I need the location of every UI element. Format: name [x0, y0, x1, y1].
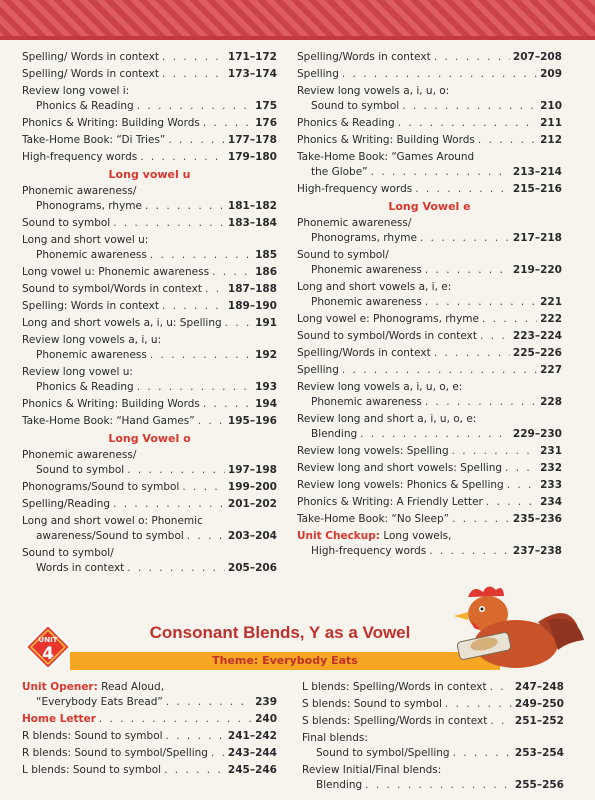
entry-label: Phonemic awareness/ — [297, 217, 412, 229]
entry-pages: 209 — [540, 68, 562, 80]
toc-entry — [297, 329, 562, 344]
entry-pages: 211 — [540, 117, 562, 129]
toc-entry — [297, 248, 562, 278]
entry-pages: 237–238 — [512, 545, 562, 557]
dot-leader — [480, 329, 510, 344]
dot-leader — [150, 248, 252, 263]
entry-label-continued: Sound to symbol — [311, 100, 400, 112]
dot-leader — [365, 778, 512, 793]
entry-continuation — [297, 263, 562, 278]
entry-label: Phonics & Reading — [297, 117, 395, 129]
toc-entry — [22, 50, 277, 65]
entry-label: Long vowel e: Phonograms, rhyme — [297, 313, 479, 325]
entry-label: L blends: Spelling/Words in context — [302, 681, 487, 693]
toc-entry — [302, 763, 564, 793]
entry-label: Take-Home Book: “Hand Games” — [22, 415, 195, 427]
dot-leader — [162, 299, 225, 314]
entry-label: Final blends: — [302, 732, 368, 744]
dot-leader — [425, 395, 537, 410]
entry-label: Spelling — [297, 68, 339, 80]
entry-label: Long vowels, — [383, 530, 452, 542]
entry-label: S blends: Sound to symbol — [302, 698, 442, 710]
dot-leader — [415, 182, 510, 197]
toc-entry — [22, 514, 277, 544]
dot-leader — [507, 478, 537, 493]
entry-label: Phonemic awareness/ — [22, 185, 137, 197]
dot-leader — [434, 346, 510, 361]
entry-continuation — [22, 199, 277, 214]
entry-continuation — [297, 165, 562, 180]
entry-pages: 199–200 — [227, 481, 277, 493]
dot-leader — [166, 729, 225, 744]
entry-pages: 233 — [540, 479, 562, 491]
dot-leader — [150, 348, 252, 363]
entry-pages: 207–208 — [512, 51, 562, 63]
toc-entry — [22, 216, 277, 231]
toc-entry — [22, 282, 277, 297]
entry-label: R blends: Sound to symbol/Spelling — [22, 747, 208, 759]
entry-pages: 215–216 — [512, 183, 562, 195]
entry-pages: 176 — [255, 117, 277, 129]
toc-entry — [297, 84, 562, 114]
entry-pages: 175 — [255, 100, 277, 112]
entry-label: L blends: Sound to symbol — [22, 764, 162, 776]
entry-pages: 191 — [255, 317, 277, 329]
entry-continuation — [22, 348, 277, 363]
toc-entry — [297, 529, 562, 559]
dot-leader — [478, 133, 537, 148]
entry-pages: 185 — [255, 249, 277, 261]
toc-entry — [297, 380, 562, 410]
unit-badge-icon — [24, 623, 72, 671]
entry-label: Phonemic awareness/ — [22, 449, 137, 461]
rooster-illustration — [438, 582, 588, 672]
entry-pages: 239 — [255, 696, 277, 708]
toc-entry — [297, 280, 562, 310]
entry-label: S blends: Spelling/Words in context — [302, 715, 488, 727]
toc-right-column — [297, 50, 562, 561]
dot-leader — [429, 544, 510, 559]
toc-entry — [297, 461, 562, 476]
entry-label-continued: Sound to symbol/Spelling — [316, 747, 450, 759]
dot-leader — [162, 67, 225, 82]
toc-entry — [22, 546, 277, 576]
entry-label-continued: Words in context — [36, 562, 125, 574]
entry-label-continued: “Everybody Eats Bread” — [36, 696, 163, 708]
entry-label: Take-Home Book: “Di Tries” — [22, 134, 166, 146]
entry-pages: 235–236 — [512, 513, 562, 525]
entry-label: Long vowel u: Phonemic awareness — [22, 266, 210, 278]
entry-pages: 192 — [255, 349, 277, 361]
entry-label: Review long vowels a, i, u, o, e: — [297, 381, 463, 393]
entry-pages: 241–242 — [227, 730, 277, 742]
entry-label: Home Letter — [22, 713, 96, 725]
entry-pages: 229–230 — [512, 428, 562, 440]
dot-leader — [445, 697, 512, 712]
toc-entry — [297, 182, 562, 197]
toc-entry — [297, 444, 562, 459]
toc-entry — [22, 448, 277, 478]
entry-pages: 249–250 — [514, 698, 564, 710]
entry-label: Phonics & Writing: A Friendly Letter — [297, 496, 483, 508]
entry-continuation — [22, 695, 277, 710]
dot-leader — [398, 116, 537, 131]
dot-leader — [127, 463, 225, 478]
entry-continuation — [297, 427, 562, 442]
dot-leader — [420, 231, 510, 246]
entry-label: Review Initial/Final blends: — [302, 764, 442, 776]
toc-entry — [22, 316, 277, 331]
entry-continuation — [302, 746, 564, 761]
toc-entry — [22, 397, 277, 412]
entry-pages: 221 — [540, 296, 562, 308]
toc-entry — [297, 150, 562, 180]
entry-continuation — [22, 529, 277, 544]
entry-continuation — [22, 248, 277, 263]
entry-label: Review long vowels: Phonics & Spelling — [297, 479, 504, 491]
entry-continuation — [22, 99, 277, 114]
entry-pages: 189–190 — [227, 300, 277, 312]
dot-leader — [490, 714, 512, 729]
entry-pages: 217–218 — [512, 232, 562, 244]
entry-label: Spelling/Words in context — [297, 51, 431, 63]
dot-leader — [182, 480, 225, 495]
entry-label: Phonics & Writing: Building Words — [22, 117, 200, 129]
toc-entry — [22, 365, 277, 395]
entry-label: Spelling/ Words in context — [22, 68, 160, 80]
entry-label-continued: Sound to symbol — [36, 464, 125, 476]
entry-pages: 232 — [540, 462, 562, 474]
entry-continuation — [297, 231, 562, 246]
entry-pages: 177–178 — [227, 134, 277, 146]
entry-pages: 201–202 — [227, 498, 277, 510]
entry-pages: 181–182 — [227, 200, 277, 212]
toc-entry — [302, 680, 564, 695]
dot-leader — [212, 265, 252, 280]
toc-entry — [22, 680, 277, 710]
entry-label: Review long vowels: Spelling — [297, 445, 449, 457]
unit-title: Consonant Blends, Y as a Vowel — [149, 623, 411, 642]
entry-label: High-frequency words — [22, 151, 138, 163]
entry-pages: 227 — [540, 364, 562, 376]
entry-label-continued: Phonograms, rhyme — [36, 200, 142, 212]
entry-label: R blends: Sound to symbol — [22, 730, 163, 742]
entry-label: Long and short vowel u: — [22, 234, 149, 246]
entry-label: Sound to symbol/Words in context — [297, 330, 478, 342]
toc-entry — [297, 216, 562, 246]
dot-leader — [168, 133, 225, 148]
dot-leader — [211, 746, 225, 761]
entry-label: Spelling — [297, 364, 339, 376]
entry-pages: 223–224 — [512, 330, 562, 342]
toc-entry — [22, 729, 277, 744]
entry-first-line — [297, 529, 562, 544]
entry-label-continued: High-frequency words — [311, 545, 427, 557]
toc-left-column — [22, 50, 277, 578]
dot-leader — [99, 712, 252, 727]
toc-entry — [22, 84, 277, 114]
entry-continuation — [297, 395, 562, 410]
entry-pages: 187–188 — [227, 283, 277, 295]
entry-label-continued: Phonics & Reading — [36, 381, 134, 393]
entry-label-continued: Phonemic awareness — [311, 296, 422, 308]
toc-entry — [22, 67, 277, 82]
entry-label: Review long vowels a, i, u, o: — [297, 85, 450, 97]
toc-entry — [297, 50, 562, 65]
entry-pages: 243–244 — [227, 747, 277, 759]
section-heading: Long Vowel o — [108, 432, 191, 445]
toc-entry — [297, 133, 562, 148]
toc-entry — [302, 731, 564, 761]
entry-label-continued: Blending — [316, 779, 363, 791]
toc-entry — [22, 184, 277, 214]
entry-pages: 231 — [540, 445, 562, 457]
entry-pages: 171–172 — [227, 51, 277, 63]
toc-entry — [22, 299, 277, 314]
entry-label-continued: the Globe” — [311, 166, 368, 178]
dot-leader — [166, 695, 252, 710]
entry-label-continued: Phonemic awareness — [311, 396, 422, 408]
section-heading: Long vowel u — [108, 168, 191, 181]
entry-label-continued: awareness/Sound to symbol — [36, 530, 184, 542]
toc-entry — [22, 233, 277, 263]
entry-label: Review long vowel u: — [22, 366, 133, 378]
entry-label: Phonics & Writing: Building Words — [22, 398, 200, 410]
entry-label: Spelling/Reading — [22, 498, 111, 510]
entry-pages: 255–256 — [514, 779, 564, 791]
dot-leader — [137, 99, 252, 114]
theme-band: Theme: Everybody Eats — [70, 652, 500, 670]
dot-leader — [162, 50, 225, 65]
entry-pages: 203–204 — [227, 530, 277, 542]
dot-leader — [225, 316, 252, 331]
dot-leader — [453, 746, 512, 761]
dot-leader — [113, 216, 225, 231]
dot-leader — [137, 380, 252, 395]
entry-label: Spelling/ Words in context — [22, 51, 160, 63]
entry-continuation — [22, 463, 277, 478]
entry-red-label: Unit Opener: — [22, 681, 98, 693]
toc-entry — [297, 312, 562, 327]
entry-pages: 197–198 — [227, 464, 277, 476]
entry-pages: 219–220 — [512, 264, 562, 276]
dot-leader — [452, 444, 537, 459]
toc-entry — [297, 412, 562, 442]
entry-label-continued: Phonograms, rhyme — [311, 232, 417, 244]
entry-label: Review long and short a, i, u, o, e: — [297, 413, 477, 425]
toc-entry — [302, 697, 564, 712]
dot-leader — [127, 561, 225, 576]
dot-leader — [452, 512, 510, 527]
dot-leader — [505, 461, 537, 476]
dot-leader — [187, 529, 225, 544]
entry-label-continued: Phonemic awareness — [36, 349, 147, 361]
entry-label-continued: Phonics & Reading — [36, 100, 134, 112]
entry-label-continued: Phonemic awareness — [311, 264, 422, 276]
entry-label-continued: Blending — [311, 428, 358, 440]
dot-leader — [482, 312, 537, 327]
dot-leader — [164, 763, 225, 778]
entry-label: Spelling: Words in context — [22, 300, 160, 312]
toc-bottom-left — [22, 680, 277, 780]
entry-pages: 240 — [255, 713, 277, 725]
toc-entry — [297, 478, 562, 493]
entry-label: Long and short vowel o: Phonemic — [22, 515, 203, 527]
dot-leader — [402, 99, 537, 114]
toc-entry — [297, 346, 562, 361]
dot-leader — [203, 397, 252, 412]
toc-entry — [22, 480, 277, 495]
toc-entry — [297, 67, 562, 82]
top-decorative-band — [0, 0, 595, 40]
entry-label: Phonograms/Sound to symbol — [22, 481, 180, 493]
entry-continuation — [297, 99, 562, 114]
entry-continuation — [22, 561, 277, 576]
dot-leader — [490, 680, 512, 695]
entry-label: Sound to symbol/ — [22, 547, 114, 559]
entry-continuation — [297, 544, 562, 559]
section-heading: Long Vowel e — [388, 200, 471, 213]
unit-badge-number: 4 — [42, 644, 54, 664]
toc-entry — [22, 265, 277, 280]
entry-label: High-frequency words — [297, 183, 413, 195]
entry-label: Take-Home Book: “Games Around — [297, 151, 475, 163]
entry-pages: 205–206 — [227, 562, 277, 574]
entry-pages: 222 — [540, 313, 562, 325]
entry-pages: 228 — [540, 396, 562, 408]
entry-pages: 234 — [540, 496, 562, 508]
entry-label: Long and short vowels a, i, e: — [297, 281, 452, 293]
dot-leader — [198, 414, 225, 429]
entry-pages: 247–248 — [514, 681, 564, 693]
toc-entry — [22, 333, 277, 363]
toc-entry — [297, 363, 562, 378]
entry-pages: 195–196 — [227, 415, 277, 427]
toc-entry — [297, 495, 562, 510]
entry-pages: 186 — [255, 266, 277, 278]
dot-leader — [371, 165, 510, 180]
entry-label: Long and short vowels a, i, u: Spelling — [22, 317, 222, 329]
entry-label: Phonics & Writing: Building Words — [297, 134, 475, 146]
entry-continuation — [302, 778, 564, 793]
toc-entry — [297, 512, 562, 527]
entry-pages: 212 — [540, 134, 562, 146]
dot-leader — [434, 50, 510, 65]
entry-label: Take-Home Book: “No Sleep” — [297, 513, 450, 525]
dot-leader — [145, 199, 225, 214]
entry-label: Review long and short vowels: Spelling — [297, 462, 503, 474]
entry-pages: 193 — [255, 381, 277, 393]
dot-leader — [342, 363, 537, 378]
entry-label: Read Aloud, — [101, 681, 165, 693]
dot-leader — [425, 263, 510, 278]
dot-leader — [113, 497, 225, 512]
toc-entry — [22, 746, 277, 761]
entry-red-label: Unit Checkup: — [297, 530, 380, 542]
toc-entry — [302, 714, 564, 729]
toc-entry — [22, 116, 277, 131]
unit-badge-word: UNIT — [38, 636, 58, 644]
toc-entry — [22, 763, 277, 778]
entry-pages: 225–226 — [512, 347, 562, 359]
toc-entry — [22, 414, 277, 429]
entry-pages: 183–184 — [227, 217, 277, 229]
entry-first-line — [22, 680, 277, 695]
toc-entry — [22, 150, 277, 165]
toc-entry — [22, 133, 277, 148]
toc-entry — [297, 116, 562, 131]
dot-leader — [203, 116, 252, 131]
entry-label: Review long vowels a, i, u: — [22, 334, 162, 346]
entry-pages: 245–246 — [227, 764, 277, 776]
toc-bottom-right — [302, 680, 564, 795]
entry-pages: 213–214 — [512, 166, 562, 178]
toc-entry — [22, 712, 277, 727]
entry-label: Sound to symbol/ — [297, 249, 389, 261]
dot-leader — [425, 295, 537, 310]
entry-pages: 194 — [255, 398, 277, 410]
entry-pages: 179–180 — [227, 151, 277, 163]
dot-leader — [360, 427, 510, 442]
dot-leader — [486, 495, 537, 510]
entry-pages: 173–174 — [227, 68, 277, 80]
dot-leader — [205, 282, 225, 297]
entry-label: Sound to symbol — [22, 217, 111, 229]
entry-pages: 251–252 — [514, 715, 564, 727]
entry-pages: 253–254 — [514, 747, 564, 759]
entry-continuation — [297, 295, 562, 310]
toc-entry — [22, 497, 277, 512]
entry-label-continued: Phonemic awareness — [36, 249, 147, 261]
entry-label: Review long vowel i: — [22, 85, 130, 97]
entry-pages: 210 — [540, 100, 562, 112]
dot-leader — [140, 150, 225, 165]
dot-leader — [342, 67, 537, 82]
entry-label: Spelling/Words in context — [297, 347, 431, 359]
entry-continuation — [22, 380, 277, 395]
entry-label: Sound to symbol/Words in context — [22, 283, 203, 295]
